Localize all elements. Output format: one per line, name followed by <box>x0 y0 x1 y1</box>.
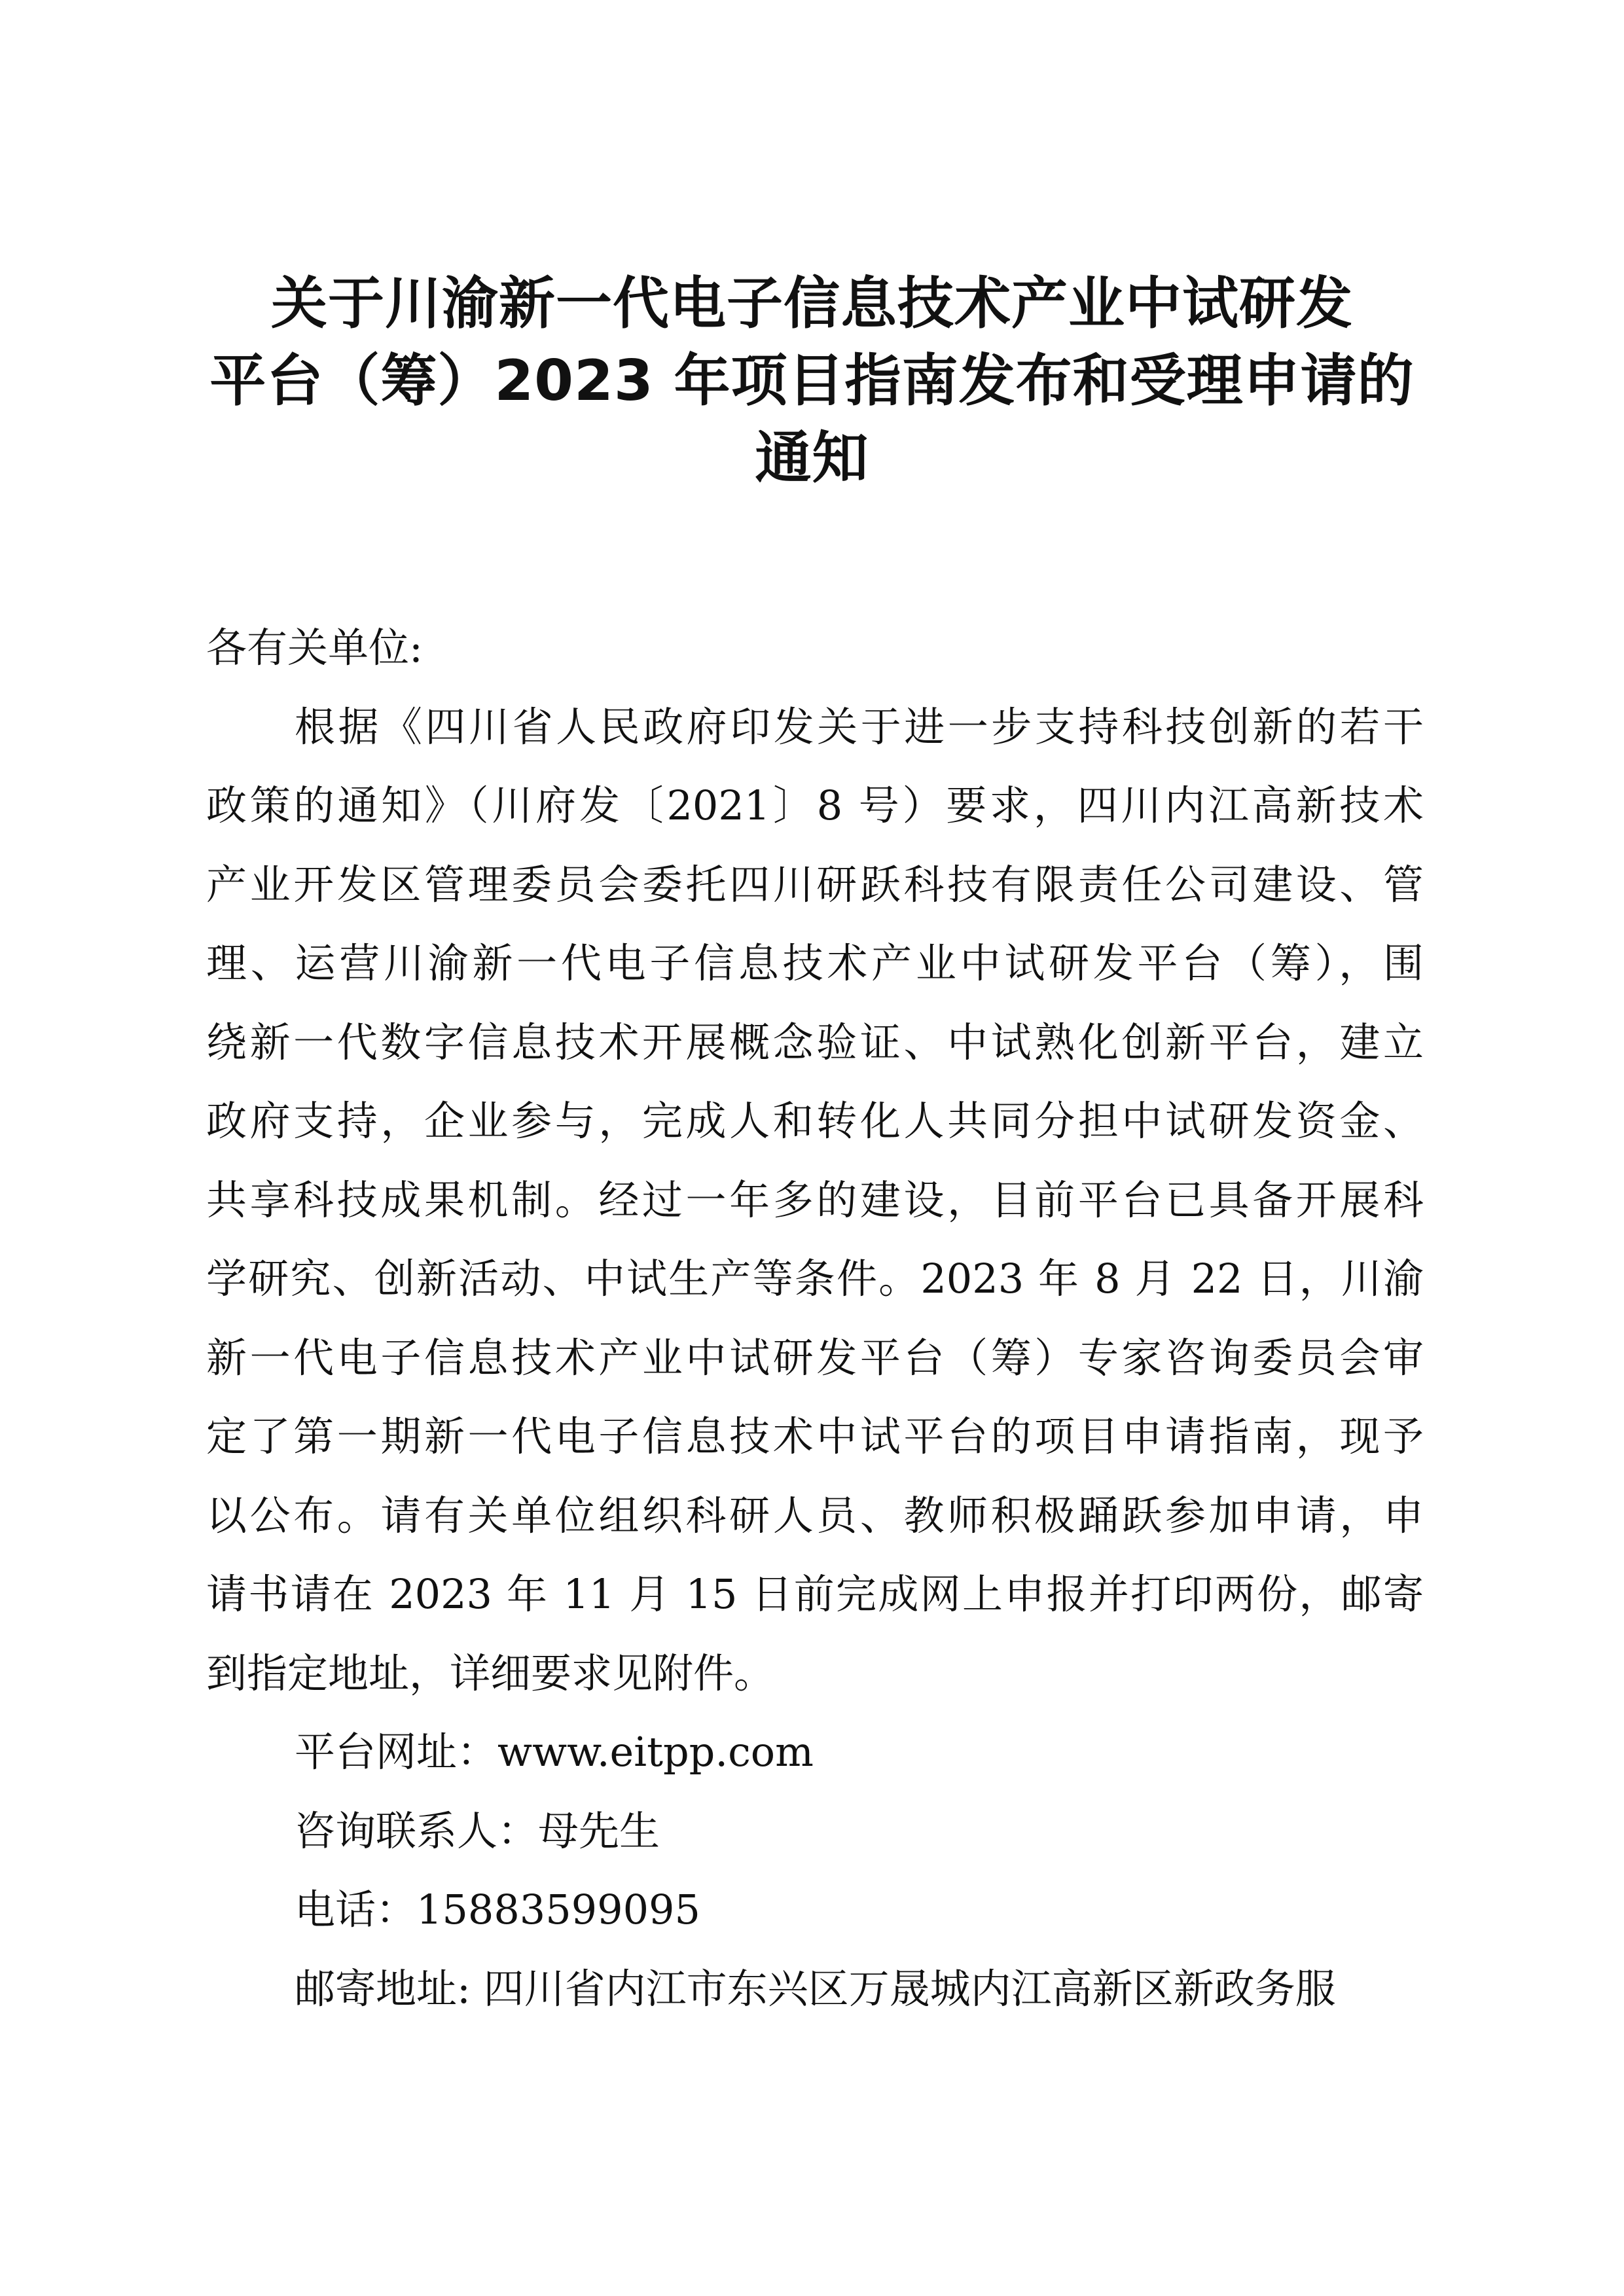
document-title <box>196 265 1428 497</box>
paragraph-line-10: 定了第一期新一代电子信息技术中试平台的项目申请指南，现予 <box>206 1412 1424 1460</box>
title-line-1: 关于川渝新一代电子信息技术产业中试研发 <box>271 271 1353 336</box>
paragraph-line-9: 新一代电子信息技术产业中试研发平台（筹）专家咨询委员会审 <box>206 1333 1424 1382</box>
paragraph-line-6: 政府支持，企业参与，完成人和转化人共同分担中试研发资金、 <box>206 1097 1424 1145</box>
paragraph-line-11: 以公布。请有关单位组织科研人员、教师积极踊跃参加申请，申 <box>206 1491 1424 1539</box>
paragraph-line-7: 共享科技成果机制。经过一年多的建设，目前平台已具备开展科 <box>206 1175 1424 1224</box>
platform-website: 平台网址：www.eitpp.com <box>295 1728 814 1776</box>
title-line-2: 平台（筹）2023 年项目指南发布和受理申请的 <box>209 348 1415 414</box>
paragraph-line-3: 产业开发区管理委员会委托四川研跃科技有限责任公司建设、管 <box>206 860 1424 908</box>
paragraph-line-12: 请书请在 2023 年 11 月 15 日前完成网上申报并打印两份，邮寄 <box>206 1570 1424 1618</box>
paragraph-line-2: 政策的通知》（川府发〔2021〕8 号）要求，四川内江高新技术 <box>206 781 1424 829</box>
title-line-3: 通知 <box>755 425 869 491</box>
mailing-address: 邮寄地址: 四川省内江市东兴区万晟城内江高新区新政务服 <box>295 1964 1336 2013</box>
paragraph-line-4: 理、运营川渝新一代电子信息技术产业中试研发平台（筹），围 <box>206 939 1424 987</box>
document-body <box>206 609 1424 2028</box>
salutation: 各有关单位: <box>206 624 423 672</box>
contact-person: 咨询联系人：母先生 <box>295 1806 660 1855</box>
paragraph-line-1: 根据《四川省人民政府印发关于进一步支持科技创新的若干 <box>295 702 1424 751</box>
paragraph-line-5: 绕新一代数字信息技术开展概念验证、中试熟化创新平台，建立 <box>206 1018 1424 1066</box>
contact-phone: 电话：15883599095 <box>295 1886 700 1933</box>
paragraph-line-8: 学研究、创新活动、中试生产等条件。2023 年 8 月 22 日，川渝 <box>206 1255 1424 1302</box>
paragraph-line-13: 到指定地址，详细要求见附件。 <box>206 1649 775 1697</box>
